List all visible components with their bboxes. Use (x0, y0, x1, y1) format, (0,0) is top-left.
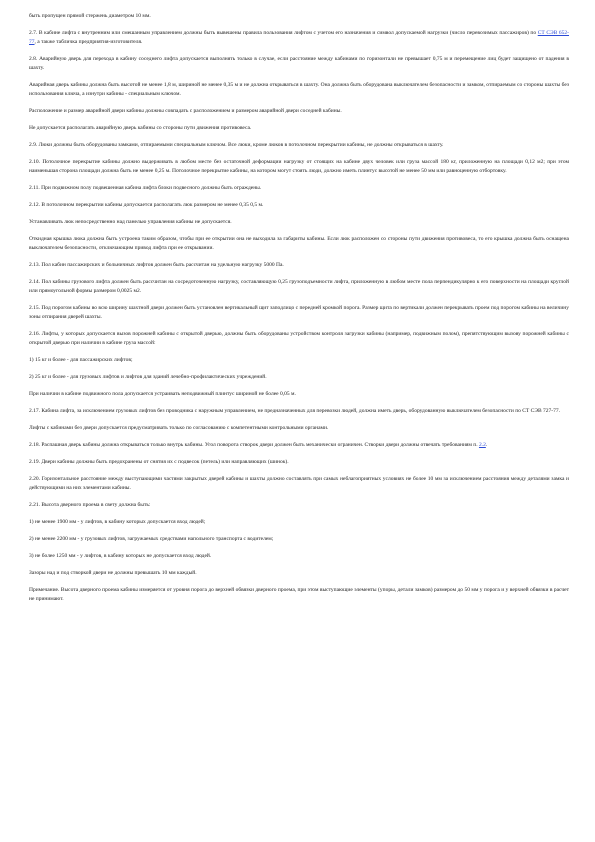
paragraph: Аварийная дверь кабины должна быть высотой не менее 1,8 м, шириной не менее 0,35 м и не должна открываться в шахту. Она должна быть оборудована выключателем безопасности и замком, отпираемым со стороны шахты без использования ключа, а изнутри кабины - специальным ключом. (29, 82, 569, 97)
paragraph-gap (29, 133, 569, 141)
paragraph-gap (29, 193, 569, 201)
document-link[interactable]: 2.2 (478, 442, 486, 448)
paragraph-gap (29, 510, 569, 518)
pre-text: 2.7. В кабине лифта с внутренним или смешанным управлением должны быть вывешены правила пользования лифтом с учетом его назначения и символ допускаемой нагрузки (число перевозимых пассажиров) по (29, 30, 538, 36)
document-link[interactable]: СТ СЭВ 652-77 (29, 30, 570, 45)
paragraph: 2.8. Аварийную дверь для перехода в кабину соседнего лифта допускается выполнять только в случае, если расстояние между кабинами по горизонтали не превышает 0,75 м и перемещение лиц будет защищено от падения в шахту. (29, 56, 569, 71)
paragraph-gap (29, 527, 569, 535)
paragraph: быть пропущен прямой стержень диаметром 10 мм. (29, 13, 151, 19)
paragraph: Лифты с кабинами без двери допускается предусматривать только по согласованию с компетентными контрольными органами. (29, 425, 329, 431)
post-text: . (485, 442, 488, 448)
paragraph: Откидная крышка люка должна быть устроена таким образом, чтобы при ее открытии она не выходила за габариты кабины. Если люк расположен со стороны пути движения противовеса, то его крышка должна быть оснащена выключателем безопасности, отключающим привод лифта при ее открывании. (29, 236, 569, 251)
pre-text: 2.18. Распашная дверь кабины должна открываться только внутрь кабины. Угол поворота створок двери должен быть механически ограничен. Створки двери должны отвечать требованиям п. (29, 442, 479, 448)
paragraph-gap (29, 450, 569, 458)
paragraph-gap (29, 47, 569, 55)
paragraph: 3) не более 1250 мм - у лифтов, в кабину которых не допускается вход людей. (29, 553, 212, 559)
paragraph: 2.20. Горизонтальное расстояние между выступающими частями закрытых дверей кабины и шахты должно составлять при самых неблагоприятных условиях не более 10 мм за исключением расстояния между деталями замка и действующими на них элементами кабины. (29, 476, 569, 491)
paragraph-gap (29, 322, 569, 330)
paragraph-gap (29, 253, 569, 261)
paragraph: 2.11. При подвижном полу подвешенная кабина лифта блоки подвесного должны быть ограждены. (29, 185, 262, 191)
paragraph-gap (29, 433, 569, 441)
paragraph: 2.15. Под порогом кабины во всю ширину шахтной двери должен быть установлен вертикальный щит заподлицо с передней кромкой порога. Размер щита по вертикали должен перекрывать проем под порогом кабины на величину зоны отпирания дверей шахты. (29, 305, 569, 320)
paragraph: 2.14. Пол кабины грузового лифта должен быть рассчитан на сосредоточенную нагрузку, составляющую 0,25 грузоподъемности лифта, приложенную в любом месте пола перпендикулярно к его поверхности на площади круглой или прямоугольной формы размером 0,0025 м2. (29, 279, 569, 294)
paragraph: 2.17. Кабина лифта, за исключением грузовых лифтов без проводника с наружным управлением, не предназначенных для перевозки людей, должна иметь дверь, оборудованную выключателем безопасности по СТ СЭВ 727-77. (29, 408, 560, 414)
paragraph: При наличии в кабине подвижного пола допускается устраивать неподвижный плинтус шириной не более 0,05 м. (29, 391, 296, 397)
paragraph-gap (29, 176, 569, 184)
paragraph-gap (29, 150, 569, 158)
paragraph: Не допускается располагать аварийную дверь кабины со стороны пути движения противовеса. (29, 125, 252, 131)
paragraph: 1) не менее 1900 мм - у лифтов, в кабину которых допускается вход людей; (29, 519, 206, 525)
paragraph: 2.16. Лифты, у которых допускается вызов порожней кабины с открытой дверью, должны быть оборудованы устройством контроля загрузки кабины (например, подвижным полом), препятствующим вызову порожней кабины с открытой дверью при наличии в кабине груза массой: (29, 331, 569, 346)
document-page (29, 12, 569, 604)
paragraph: 1) 15 кг и более - для пассажирских лифтов; (29, 357, 133, 363)
paragraph-gap (29, 365, 569, 373)
paragraph: 2.21. Высота дверного проема в свету должна быть: (29, 502, 151, 508)
paragraph: Зазоры над и под створкой двери не должны превышать 10 мм каждый. (29, 570, 197, 576)
post-text: , а также табличка предприятия-изготовителя. (34, 39, 143, 45)
paragraph: Расположение и размер аварийной двери кабины должны совпадать с расположением и размером аварийной двери соседней кабины. (29, 108, 342, 114)
paragraph-gap (29, 296, 569, 304)
paragraph-gap (29, 21, 569, 29)
paragraph: 2) 25 кг и более - для грузовых лифтов и лифтов для зданий лечебно-профилактических учреждений. (29, 374, 267, 380)
paragraph: 2.13. Пол кабин пассажирских и больничных лифтов должен быть рассчитан на удельную нагрузку 5000 Па. (29, 262, 284, 268)
paragraph: Устанавливать люк непосредственно над панелью управления кабины не допускается. (29, 219, 232, 225)
paragraph-gap (29, 493, 569, 501)
paragraph-gap (29, 348, 569, 356)
paragraph: 2.12. В потолочном перекрытии кабины допускается располагать люк размером не менее 0,35 0,5 м. (29, 202, 264, 208)
paragraph-gap (29, 227, 569, 235)
paragraph-gap (29, 270, 569, 278)
paragraph-gap (29, 544, 569, 552)
paragraph-gap (29, 99, 569, 107)
paragraph: 2.19. Двери кабины должны быть предохранены от снятия их с подвесок (петель) или направляющих (шинок). (29, 459, 289, 465)
paragraph: 2.10. Потолочное перекрытие кабины должно выдерживать в любом месте без остаточной деформации нагрузку от стоящих на кабине двух человек или груза массой 180 кг, приложенную на площади 0,12 м2; при этом наименьшая сторона площади должна быть не менее 0,25 м. Потолочное перекрытие кабины, на котором могут стоять люди, должно иметь плинтус высотой не менее 50 мм или равноценную отбортовку. (29, 159, 569, 174)
paragraph: 2) не менее 2200 мм - у грузовых лифтов, загружаемых средствами напольного транспорта с водителем; (29, 536, 274, 542)
paragraph-gap (29, 467, 569, 475)
paragraph-gap (29, 210, 569, 218)
paragraph: 2.9. Люки должны быть оборудованы замками, отпираемыми специальным ключом. Все люки, кроме люков в потолочном перекрытии кабины, не должны открываться в шахту. (29, 142, 444, 148)
paragraph-gap (29, 382, 569, 390)
paragraph-gap (29, 116, 569, 124)
paragraph-gap (29, 73, 569, 81)
paragraph (29, 441, 569, 450)
paragraph-gap (29, 561, 569, 569)
paragraph-gap (29, 399, 569, 407)
paragraph-gap (29, 578, 569, 586)
paragraph (29, 29, 569, 47)
paragraph-gap (29, 416, 569, 424)
paragraph: Примечание. Высота дверного проема кабины измеряется от уровня порога до верхней обвязки дверного проема, при этом выступающие элементы (упоры, детали замков) размером до 50 мм у порога и у верхней обвязки в расчет не принимают. (29, 587, 569, 602)
